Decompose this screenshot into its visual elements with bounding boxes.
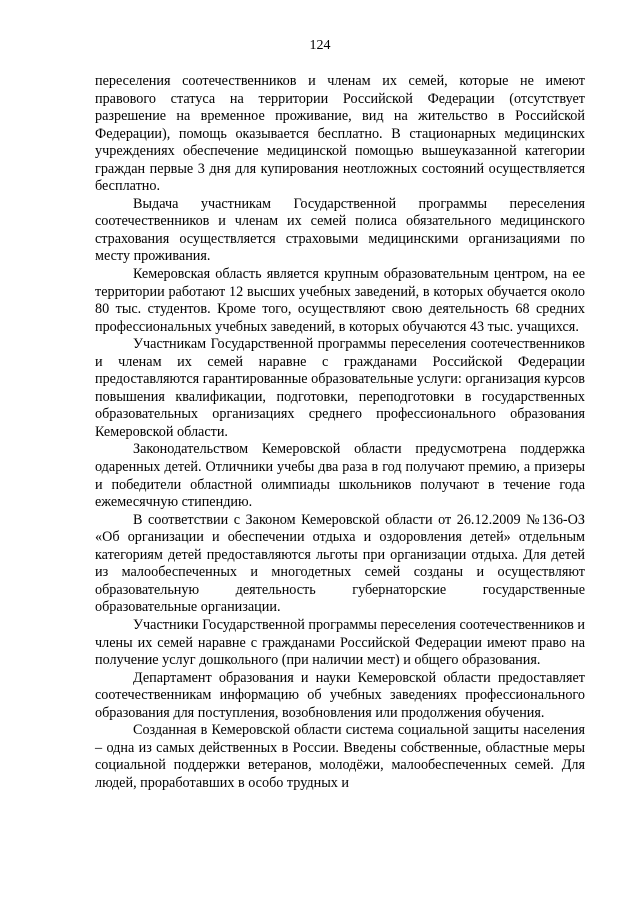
paragraph-social-protection: Созданная в Кемеровской области система социальной защиты населения – одна из самых действенных в России. Введены собственные, областные меры социальной поддержки ветеранов, молодёжи, малообеспеченных семей. Для людей, проработавших в особо трудных и xyxy=(95,722,585,791)
page-body xyxy=(95,73,585,792)
paragraph-medical-aid-continued: переселения соотечественников и членам их семей, которые не имеют правового статуса на территории Российской Федерации (отсутствует разрешение на временное проживание, вид на жительство в Российской Федерации), помощь оказывается бесплатно. В стационарных медицинских учреждениях обеспечение медицинской помощью вышеуказанной категории граждан первые 3 дня для купирования неотложных состояний осуществляется бесплатно. xyxy=(95,73,585,195)
paragraph-educational-services: Участникам Государственной программы переселения соотечественников и членам их семей наравне с гражданами Российской Федерации предоставляются гарантированные образовательные услуги: организация курсов повышения квалификации, подготовки, переподготовки в государственных образовательных организациях среднего профессионального образования Кемеровской области. xyxy=(95,336,586,440)
paragraph-gifted-children: Законодательством Кемеровской области предусмотрена поддержка одаренных детей. Отличники учебы два раза в год получают премию, а призеры и победители областной олимпиады школьников получают в течение года ежемесячную стипендию. xyxy=(95,441,585,511)
paragraph-education-center: Кемеровская область является крупным образовательным центром, на ее территории работают 12 высших учебных заведений, в которых обучается около 80 тыс. студентов. Кроме того, осуществляют свою деятельность 68 средних профессиональных учебных заведений, в которых обучаются 43 тыс. учащихся. xyxy=(95,266,585,335)
paragraph-education-department: Департамент образования и науки Кемеровской области предоставляет соотечественникам информацию об учебных заведениях профессионального образования для поступления, возобновления или продолжения обучения. xyxy=(95,669,585,721)
paragraph-preschool-education: Участники Государственной программы переселения соотечественников и члены их семей наравне с гражданами Российской Федерации имеют право на получение услуг дошкольного (при наличии мест) и общего образования. xyxy=(95,616,585,669)
paragraph-children-recreation-law: В соответствии с Законом Кемеровской области от 26.12.2009 №136-ОЗ «Об организации и обеспечении отдыха и оздоровления детей» отдельным категориям детей предоставляются льготы при организации отдыха. Для детей из малообеспеченных и многодетных семей созданы и осуществляют образовательную деятельность губернаторские государственные образовательные организации. xyxy=(95,511,585,616)
paragraph-insurance-policy: Выдача участникам Государственной программы переселения соотечественников и членам их семей полиса обязательного медицинского страхования осуществляется страховыми медицинскими организациями по месту проживания. xyxy=(95,195,585,265)
page-number: 124 xyxy=(309,38,331,53)
